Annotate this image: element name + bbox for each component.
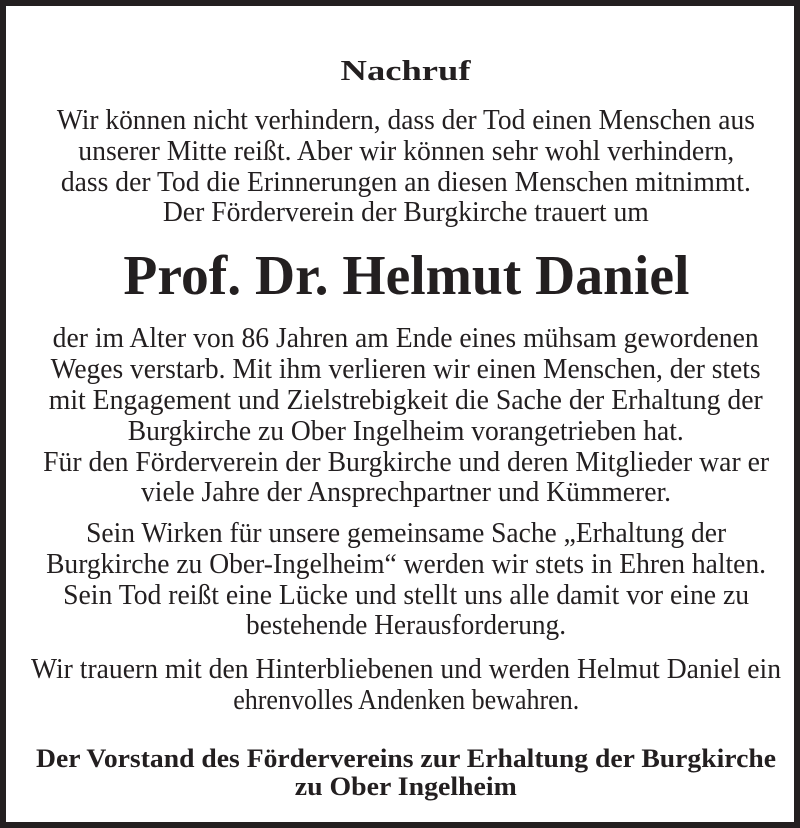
body-line (6, 580, 800, 612)
body-text: Burgkirche zu Ober-Ingelheim“ werden wir stets in Ehren halten. (46, 549, 766, 580)
body-text: Wir trauern mit den Hinterbliebenen und werden Helmut Daniel ein (31, 654, 781, 685)
intro-line (6, 105, 800, 137)
body-text: Weges verstarb. Mit ihm verlieren wir einen Menschen, der stets (51, 354, 761, 385)
body-text: bestehende Herausforderung. (246, 610, 566, 641)
body-line (6, 323, 800, 355)
deceased-name (6, 246, 800, 306)
obituary-title (6, 55, 800, 87)
body-text: Für den Förderverein der Burgkirche und deren Mitglieder war er (42, 447, 769, 478)
body-line (6, 654, 800, 686)
body-line (6, 549, 800, 581)
intro-line (6, 197, 800, 229)
name-text: Prof. Dr. Helmut Daniel (122, 245, 689, 307)
intro-text: Wir können nicht verhindern, dass der Tod einen Menschen aus (56, 105, 755, 136)
body-line (6, 416, 800, 448)
body-text: Sein Tod reißt eine Lücke und stellt uns alle damit vor eine zu (62, 580, 749, 611)
body-text: ehrenvolles Andenken bewahren. (232, 685, 579, 716)
signature-line (6, 772, 800, 802)
signature-text: Der Vorstand des Fördervereins zur Erhaltung der Burgkirche (36, 744, 776, 773)
body-text: Burgkirche zu Ober Ingelheim vorangetrieben hat. (128, 416, 684, 447)
body-text: Sein Wirken für unsere gemeinsame Sache „Erhaltung der (85, 518, 726, 549)
body-line (6, 477, 800, 509)
signature-text: zu Ober Ingelheim (295, 772, 517, 801)
body-text: mit Engagement und Zielstrebigkeit die Sache der Erhaltung der (48, 385, 763, 416)
intro-text: Der Förderverein der Burgkirche trauert um (162, 197, 649, 228)
signature-line (6, 744, 800, 774)
body-line (6, 685, 800, 717)
intro-text: dass der Tod die Erinnerungen an diesen Menschen mitnimmt. (60, 167, 751, 198)
body-line (6, 610, 800, 642)
body-text: der im Alter von 86 Jahren am Ende eines mühsam gewordenen (52, 323, 759, 354)
body-line (6, 354, 800, 386)
body-line (6, 447, 800, 479)
body-line (6, 518, 800, 550)
title-text: Nachruf (340, 55, 471, 87)
intro-line (6, 167, 800, 199)
intro-text: unserer Mitte reißt. Aber wir können sehr wohl verhindern, (77, 136, 734, 167)
body-line (6, 385, 800, 417)
intro-line (6, 136, 800, 168)
body-text: viele Jahre der Ansprechpartner und Kümmerer. (140, 477, 671, 508)
